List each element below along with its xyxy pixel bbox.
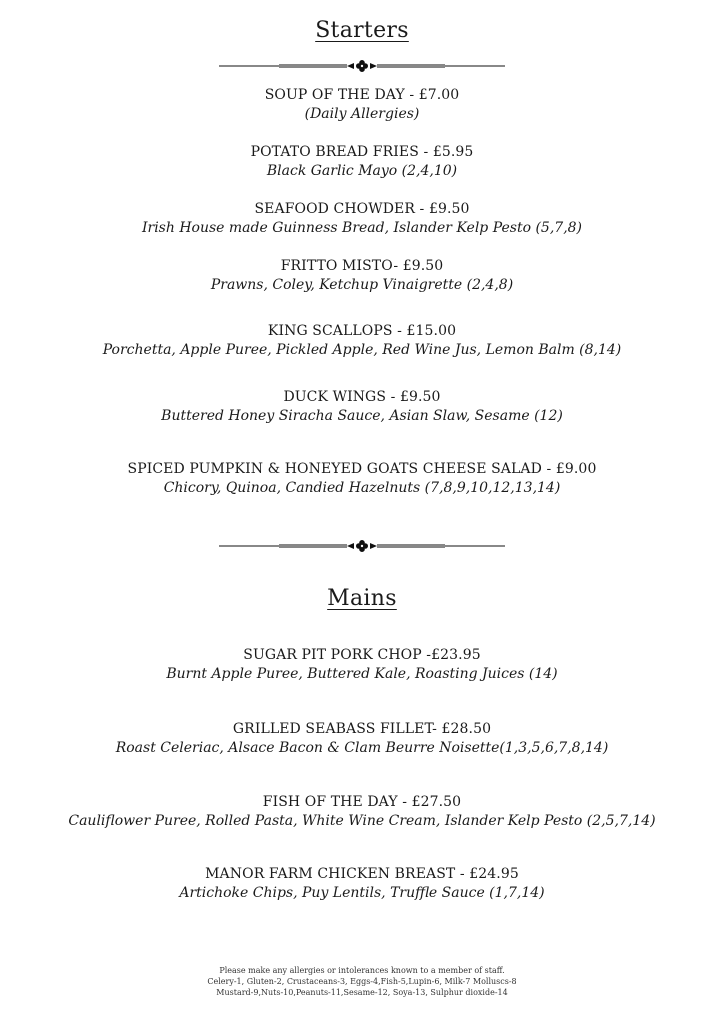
menu-item [0, 200, 724, 238]
item-description: Buttered Honey Siracha Sauce, Asian Slaw, Sesame (12) [161, 408, 563, 424]
allergen-key-line-1: Celery-1, Gluten-2, Crustaceans-3, Eggs-4,Fish-5,Lupin-6, Milk-7 Molluscs-8 [207, 977, 517, 986]
item-name: SPICED PUMPKIN & HONEYED GOATS CHEESE SALAD - £9.00 [127, 461, 597, 477]
menu-item [0, 646, 724, 684]
item-description: Artichoke Chips, Puy Lentils, Truffle Sauce (1,7,14) [179, 885, 545, 901]
menu-item [0, 257, 724, 295]
item-name: SUGAR PIT PORK CHOP -£23.95 [243, 647, 481, 663]
item-name: KING SCALLOPS - £15.00 [267, 323, 457, 339]
item-description: Black Garlic Mayo (2,4,10) [266, 163, 458, 179]
allergen-key-line-2: Mustard-9,Nuts-10,Peanuts-11,Sesame-12, Soya-13, Sulphur dioxide-14 [216, 988, 508, 997]
item-description: (Daily Allergies) [304, 106, 420, 122]
mains-heading: Mains [327, 586, 397, 611]
ornament-divider-middle [219, 539, 505, 553]
menu-item [0, 720, 724, 758]
starters-heading: Starters [315, 18, 409, 43]
menu-item [0, 793, 724, 831]
menu-item [0, 86, 724, 124]
menu-item [0, 460, 724, 498]
menu-item [0, 865, 724, 903]
item-description: Roast Celeriac, Alsace Bacon & Clam Beurre Noisette(1,3,5,6,7,8,14) [115, 740, 609, 756]
allergen-footer [0, 965, 724, 998]
item-name: MANOR FARM CHICKEN BREAST - £24.95 [205, 866, 519, 882]
item-name: FISH OF THE DAY - £27.50 [262, 794, 462, 810]
item-name: SEAFOOD CHOWDER - £9.50 [254, 201, 470, 217]
fleuron-icon [356, 60, 368, 72]
item-description: Chicory, Quinoa, Candied Hazelnuts (7,8,9,10,12,13,14) [163, 480, 561, 496]
ornament-divider-top [219, 59, 505, 73]
item-name: FRITTO MISTO- £9.50 [280, 258, 444, 274]
menu-item [0, 322, 724, 360]
menu-item [0, 388, 724, 426]
item-description: Cauliflower Puree, Rolled Pasta, White Wine Cream, Islander Kelp Pesto (2,5,7,14) [68, 813, 656, 829]
item-description: Prawns, Coley, Ketchup Vinaigrette (2,4,8) [210, 277, 514, 293]
item-name: SOUP OF THE DAY - £7.00 [264, 87, 460, 103]
item-description: Irish House made Guinness Bread, Islander Kelp Pesto (5,7,8) [141, 220, 583, 236]
item-name: DUCK WINGS - £9.50 [283, 389, 441, 405]
item-name: GRILLED SEABASS FILLET- £28.50 [232, 721, 492, 737]
menu-item [0, 143, 724, 181]
item-description: Burnt Apple Puree, Buttered Kale, Roasting Juices (14) [166, 666, 558, 682]
fleuron-icon [356, 540, 368, 552]
item-description: Porchetta, Apple Puree, Pickled Apple, Red Wine Jus, Lemon Balm (8,14) [102, 342, 622, 358]
allergen-notice: Please make any allergies or intolerances known to a member of staff. [219, 966, 505, 975]
item-name: POTATO BREAD FRIES - £5.95 [250, 144, 474, 160]
